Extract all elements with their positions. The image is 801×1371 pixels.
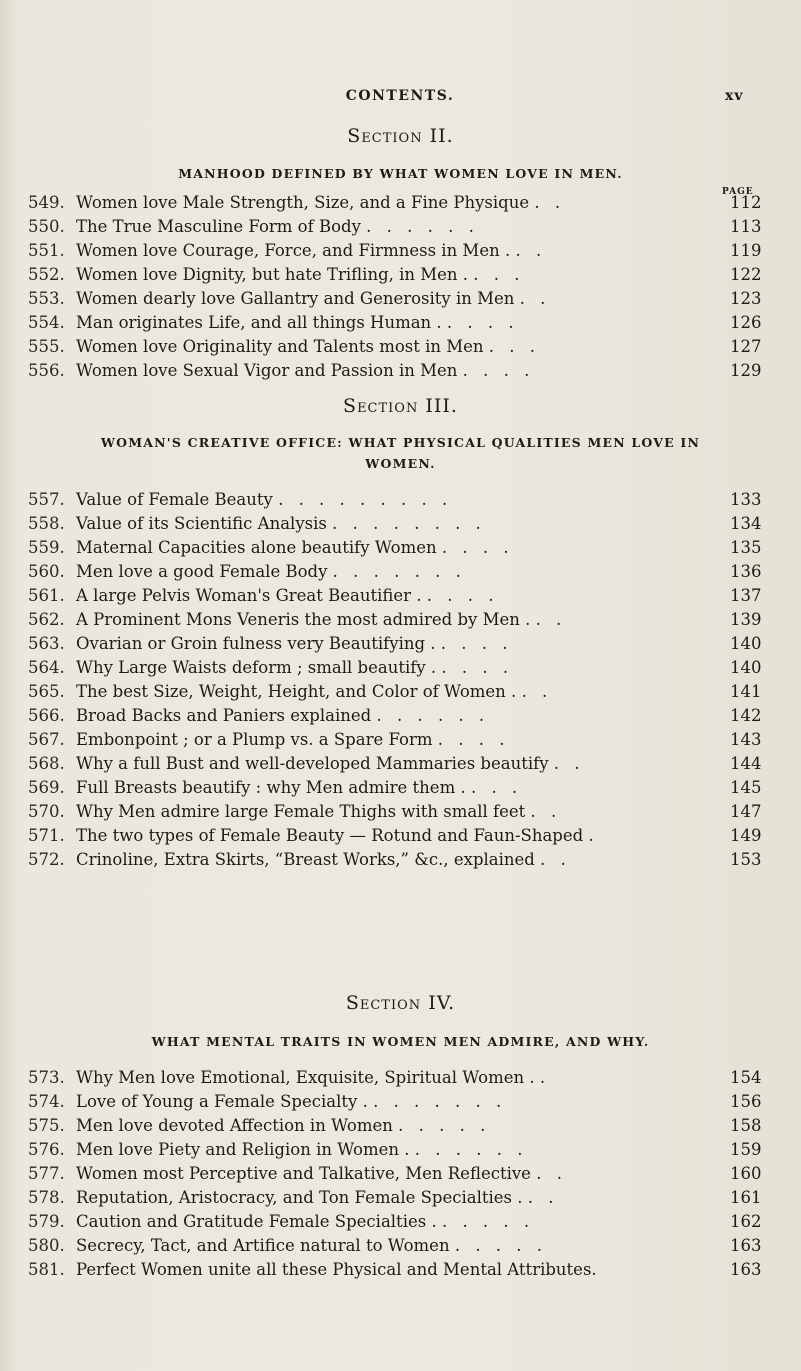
entry-page: 161	[730, 1188, 762, 1207]
entry-title: Women love Originality and Talents most in Men . . .	[76, 337, 541, 356]
toc-entry	[0, 1188, 801, 1212]
toc-entry	[0, 586, 801, 610]
leader-dots: . .	[553, 754, 585, 773]
entry-title: Ovarian or Groin fulness very Beautifying . . . . .	[76, 634, 513, 653]
leader-dots: . .	[527, 1188, 559, 1207]
entry-number: 580.	[28, 1236, 65, 1255]
entry-page: 133	[730, 490, 762, 509]
entry-page: 137	[730, 586, 762, 605]
entry-number: 561.	[28, 586, 65, 605]
entry-list	[0, 193, 801, 385]
entry-number: 572.	[28, 850, 65, 869]
entry-title: Caution and Gratitude Female Specialties . . . . . .	[76, 1212, 535, 1231]
entry-page: 160	[730, 1164, 762, 1183]
entry-title: Value of its Scientific Analysis . . . . . . . .	[76, 514, 486, 533]
section-ii	[0, 125, 801, 385]
toc-entry	[0, 778, 801, 802]
entry-number: 557.	[28, 490, 65, 509]
entry-title: Women most Perceptive and Talkative, Men Reflective . .	[76, 1164, 567, 1183]
entry-number: 565.	[28, 682, 65, 701]
section-heading: Section II.	[347, 125, 454, 147]
entry-number: 567.	[28, 730, 65, 749]
entry-title: Women love Dignity, but hate Trifling, in Men . . . .	[76, 265, 525, 284]
leader-dots: . . . . . .	[376, 706, 490, 725]
entry-page: 126	[730, 313, 762, 332]
toc-entry	[0, 538, 801, 562]
entry-number: 575.	[28, 1116, 65, 1135]
entry-list	[0, 490, 801, 874]
entry-page: 140	[730, 634, 762, 653]
entry-number: 563.	[28, 634, 65, 653]
section-subtitle: WOMAN'S CREATIVE OFFICE: WHAT PHYSICAL QUALITIES MEN LOVE IN	[100, 435, 701, 450]
toc-entry	[0, 193, 801, 217]
leader-dots: . .	[535, 610, 567, 629]
entry-title: Broad Backs and Paniers explained . . . . . .	[76, 706, 490, 725]
entry-title: Women dearly love Gallantry and Generosity in Men . .	[76, 289, 551, 308]
toc-entry	[0, 289, 801, 313]
leader-dots: . . . .	[441, 538, 514, 557]
entry-page: 139	[730, 610, 762, 629]
entry-page: 163	[730, 1260, 762, 1279]
toc-entry	[0, 1092, 801, 1116]
entry-page: 145	[730, 778, 762, 797]
toc-entry	[0, 361, 801, 385]
entry-title: Men love a good Female Body . . . . . . .	[76, 562, 466, 581]
entry-title: The True Masculine Form of Body . . . . . .	[76, 217, 479, 236]
entry-title: Perfect Women unite all these Physical and Mental Attributes.	[76, 1260, 597, 1279]
toc-entry	[0, 634, 801, 658]
entry-title: Women love Sexual Vigor and Passion in Men . . . .	[76, 361, 535, 380]
toc-entry	[0, 682, 801, 706]
leader-dots: . . . . . . .	[332, 562, 466, 581]
entry-title: Crinoline, Extra Skirts, “Breast Works,” &c., explained . .	[76, 850, 571, 869]
entry-title: Man originates Life, and all things Human . . . . .	[76, 313, 519, 332]
entry-number: 569.	[28, 778, 65, 797]
entry-number: 577.	[28, 1164, 65, 1183]
toc-entry	[0, 754, 801, 778]
leader-dots: . .	[540, 850, 571, 869]
leader-dots: . . . .	[440, 634, 513, 653]
section-heading: Section III.	[343, 395, 458, 417]
toc-entry	[0, 313, 801, 337]
entry-page: 127	[730, 337, 762, 356]
entry-title: Secrecy, Tact, and Artifice natural to Women . . . . .	[76, 1236, 548, 1255]
section-iv	[0, 992, 801, 1284]
leader-dots: . . . .	[437, 730, 510, 749]
entry-page: 113	[730, 217, 762, 236]
entry-page: 153	[730, 850, 762, 869]
entry-number: 553.	[28, 289, 65, 308]
entry-number: 562.	[28, 610, 65, 629]
leader-dots: .	[539, 1068, 551, 1087]
entry-number: 554.	[28, 313, 65, 332]
leader-dots: . . . .	[441, 658, 514, 677]
section-heading: Section IV.	[345, 992, 456, 1014]
entry-page: 140	[730, 658, 762, 677]
leader-dots: . .	[530, 802, 562, 821]
entry-title: Reputation, Aristocracy, and Ton Female Specialties . . .	[76, 1188, 559, 1207]
toc-entry	[0, 1164, 801, 1188]
entry-number: 574.	[28, 1092, 65, 1111]
toc-entry	[0, 1212, 801, 1236]
entry-number: 555.	[28, 337, 65, 356]
leader-dots: . . .	[470, 778, 523, 797]
toc-entry	[0, 1116, 801, 1140]
entry-list	[0, 1068, 801, 1284]
leader-dots: . . . . .	[454, 1236, 548, 1255]
entry-title: Men love devoted Affection in Women . . . . .	[76, 1116, 491, 1135]
entry-page: 122	[730, 265, 762, 284]
entry-page: 144	[730, 754, 762, 773]
entry-title: Embonpoint ; or a Plump vs. a Spare Form . . . .	[76, 730, 510, 749]
entry-page: 134	[730, 514, 762, 533]
entry-title: The two types of Female Beauty — Rotund and Faun-Shaped .	[76, 826, 594, 845]
entry-page: 119	[730, 241, 762, 260]
entry-page: 154	[730, 1068, 762, 1087]
entry-number: 568.	[28, 754, 65, 773]
entry-number: 578.	[28, 1188, 65, 1207]
folio-page-number: xv	[725, 88, 744, 104]
running-head	[0, 88, 801, 110]
leader-dots: . . . . . .	[414, 1140, 528, 1159]
leader-dots: . . .	[473, 265, 525, 284]
leader-dots: . . . . . . . .	[332, 514, 486, 533]
section-subtitle: WHAT MENTAL TRAITS IN WOMEN MEN ADMIRE, AND WHY.	[151, 1034, 650, 1049]
entry-number: 551.	[28, 241, 65, 260]
entry-page: 123	[730, 289, 762, 308]
section-iii	[0, 395, 801, 874]
entry-title: Women love Male Strength, Size, and a Fine Physique . .	[76, 193, 566, 212]
entry-title: Value of Female Beauty . . . . . . . . .	[76, 490, 453, 509]
toc-entry	[0, 337, 801, 361]
entry-title: Women love Courage, Force, and Firmness in Men . . .	[76, 241, 547, 260]
toc-entry	[0, 610, 801, 634]
entry-number: 549.	[28, 193, 65, 212]
toc-entry	[0, 826, 801, 850]
entry-page: 162	[730, 1212, 762, 1231]
entry-number: 581.	[28, 1260, 65, 1279]
entry-number: 556.	[28, 361, 65, 380]
toc-entry	[0, 850, 801, 874]
entry-number: 576.	[28, 1140, 65, 1159]
entry-number: 558.	[28, 514, 65, 533]
entry-title: Why Large Waists deform ; small beautify . . . . .	[76, 658, 514, 677]
entry-title: A large Pelvis Woman's Great Beautifier . . . . .	[76, 586, 499, 605]
toc-entry	[0, 658, 801, 682]
entry-page: 129	[730, 361, 762, 380]
entry-page: 142	[730, 706, 762, 725]
entry-number: 552.	[28, 265, 65, 284]
entry-title: The best Size, Weight, Height, and Color of Women . . .	[76, 682, 553, 701]
toc-entry	[0, 562, 801, 586]
entry-number: 570.	[28, 802, 65, 821]
page-column-label: PAGE	[722, 187, 754, 197]
entry-title: Maternal Capacities alone beautify Women . . . .	[76, 538, 514, 557]
entry-title: Men love Piety and Religion in Women . . . . . . .	[76, 1140, 528, 1159]
entry-title: Why a full Bust and well-developed Mammaries beautify . .	[76, 754, 585, 773]
entry-page: 159	[730, 1140, 762, 1159]
leader-dots: . .	[536, 1164, 567, 1183]
toc-entry	[0, 265, 801, 289]
entry-page: 141	[730, 682, 762, 701]
entry-number: 564.	[28, 658, 65, 677]
toc-entry	[0, 514, 801, 538]
entry-number: 579.	[28, 1212, 65, 1231]
entry-page: 136	[730, 562, 762, 581]
entry-page: 158	[730, 1116, 762, 1135]
entry-page: 135	[730, 538, 762, 557]
toc-entry	[0, 1140, 801, 1164]
toc-entry	[0, 217, 801, 241]
entry-number: 571.	[28, 826, 65, 845]
entry-page: 112	[730, 193, 762, 212]
leader-dots: . . .	[488, 337, 541, 356]
leader-dots: . . . . .	[441, 1212, 535, 1231]
leader-dots: . . . .	[462, 361, 535, 380]
toc-entry	[0, 1260, 801, 1284]
entry-page: 147	[730, 802, 762, 821]
entry-number: 560.	[28, 562, 65, 581]
leader-dots: . . . .	[446, 313, 519, 332]
leader-dots: . . . . . . .	[373, 1092, 507, 1111]
entry-title: A Prominent Mons Veneris the most admired by Men . . .	[76, 610, 567, 629]
entry-title: Why Men admire large Female Thighs with small feet . .	[76, 802, 562, 821]
section-subtitle: MANHOOD DEFINED BY WHAT WOMEN LOVE IN MEN.	[178, 166, 623, 181]
running-title: CONTENTS.	[345, 88, 455, 104]
toc-entry	[0, 1236, 801, 1260]
entry-page: 143	[730, 730, 762, 749]
entry-number: 559.	[28, 538, 65, 557]
entry-number: 550.	[28, 217, 65, 236]
entry-number: 566.	[28, 706, 65, 725]
entry-page: 163	[730, 1236, 762, 1255]
toc-entry	[0, 1068, 801, 1092]
entry-number: 573.	[28, 1068, 65, 1087]
leader-dots: . .	[534, 193, 566, 212]
entry-page: 156	[730, 1092, 762, 1111]
entry-title: Full Breasts beautify : why Men admire them . . . .	[76, 778, 523, 797]
toc-entry	[0, 490, 801, 514]
toc-entry	[0, 802, 801, 826]
leader-dots: . .	[521, 682, 553, 701]
entry-title: Love of Young a Female Specialty . . . . . . . .	[76, 1092, 507, 1111]
leader-dots: . .	[519, 289, 551, 308]
leader-dots: . . . . . . . . .	[278, 490, 453, 509]
toc-entry	[0, 730, 801, 754]
leader-dots: . . . .	[426, 586, 499, 605]
leader-dots: . .	[515, 241, 547, 260]
toc-entry	[0, 241, 801, 265]
entry-page: 149	[730, 826, 762, 845]
leader-dots: . . . . .	[398, 1116, 491, 1135]
toc-entry	[0, 706, 801, 730]
leader-dots: . . . . . .	[366, 217, 479, 236]
entry-title: Why Men love Emotional, Exquisite, Spiritual Women . .	[76, 1068, 551, 1087]
section-subtitle-continued: WOMEN.	[365, 456, 436, 471]
